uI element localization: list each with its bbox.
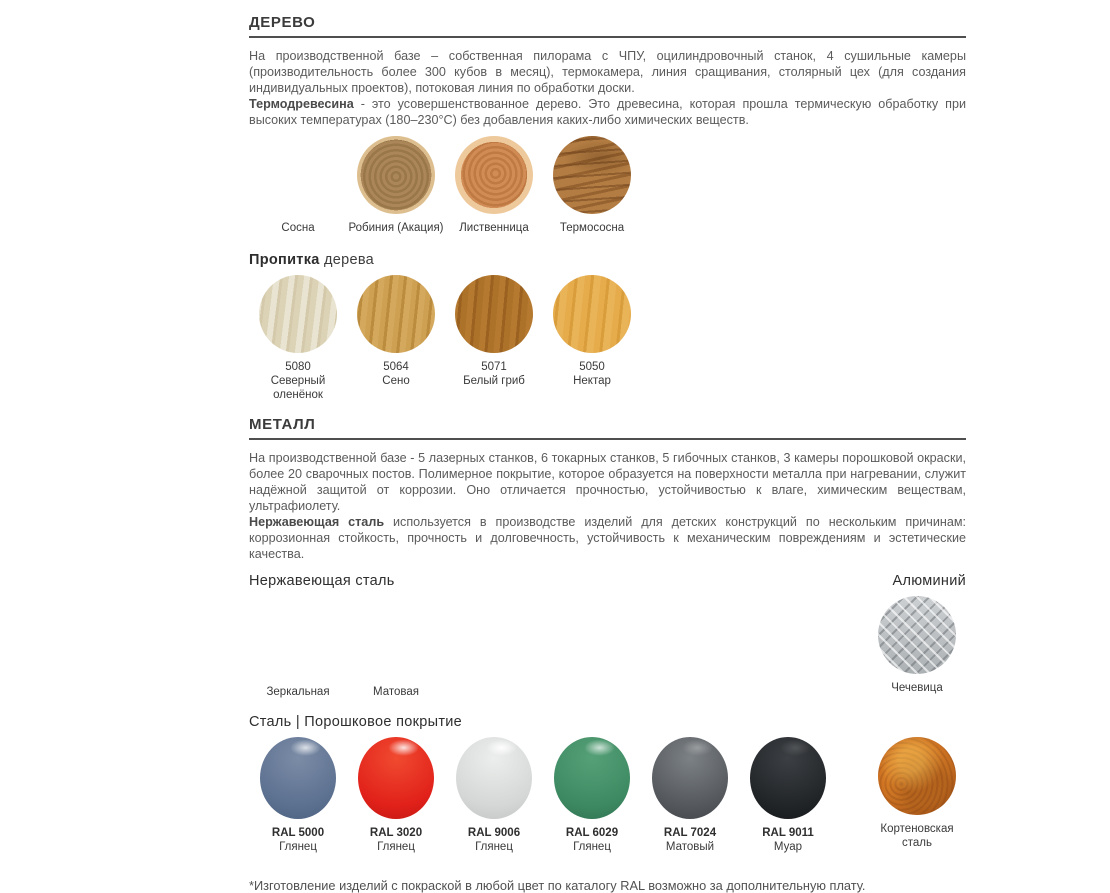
matte-steel-image — [358, 596, 434, 678]
swatch-5050-image — [553, 275, 631, 353]
metal-section-title: МЕТАЛЛ — [249, 416, 316, 433]
ral-9006-finish: Глянец — [475, 841, 513, 853]
swatch-5064-code: 5064 — [383, 361, 409, 373]
thermopine-swatch-image — [553, 136, 631, 214]
ral-5000-label — [272, 826, 324, 854]
larch-swatch-image — [455, 136, 533, 214]
ral-6029-finish: Глянец — [573, 841, 611, 853]
swatch-5071-code: 5071 — [481, 361, 507, 373]
swatch-ral-3020 — [347, 737, 445, 854]
wood-section-title: ДЕРЕВО — [249, 14, 316, 31]
impregnation-row — [249, 275, 966, 402]
ral-7024-label — [664, 826, 716, 854]
swatch-corten — [868, 737, 966, 854]
swatch-ral-6029 — [543, 737, 641, 854]
swatch-5080-label — [249, 360, 347, 402]
swatch-5050-label — [573, 360, 611, 388]
powder-row — [249, 737, 966, 854]
aluminum-lentil-image — [878, 596, 956, 674]
thermopine-label: Термососна — [559, 222, 625, 234]
corten-image — [878, 737, 956, 815]
powder-title: Сталь | Порошковое покрытие — [249, 714, 463, 730]
ral-6029-label — [566, 826, 618, 854]
swatch-5050-name: Нектар — [573, 375, 611, 387]
ral-9006-label — [468, 826, 520, 854]
pine-swatch-image — [259, 136, 337, 214]
stainless-text: используется в производстве изделий для детских конструкций по нескольким причинам: коррозионная стойкость, прочность и долговечность, устойчивость к механическим повреждениям и эстетические качества. — [249, 515, 966, 561]
swatch-ral-9011 — [739, 737, 837, 854]
thermowood-lead: Термодревесина — [249, 97, 354, 111]
ral-3020-label — [370, 826, 422, 854]
ral-5000-image — [260, 737, 336, 819]
metal-paragraph — [249, 450, 966, 562]
robinia-label: Робиния (Акация) — [348, 222, 444, 234]
swatch-pine — [249, 136, 347, 235]
wood-section-divider — [249, 36, 966, 38]
ral-9011-finish: Муар — [773, 841, 803, 853]
swatch-5050 — [543, 275, 641, 402]
thermowood-text: - это усовершенствованное дерево. Это древесина, которая прошла термическую обработку при высоких температурах (180–230°С) без добавления каких-либо химических веществ. — [249, 97, 966, 127]
swatch-ral-7024 — [641, 737, 739, 854]
swatch-aluminum-lentil — [868, 596, 966, 699]
swatch-5064-name: Сено — [382, 375, 410, 387]
stainless-aluminum-row — [249, 596, 966, 699]
swatch-5071-name: Белый гриб — [463, 375, 525, 387]
aluminum-title: Алюминий — [892, 573, 966, 589]
ral-3020-finish: Глянец — [377, 841, 415, 853]
matte-steel-label: Матовая — [373, 686, 419, 698]
ral-7024-code: RAL 7024 — [663, 827, 717, 839]
larch-label: Лиственница — [459, 222, 529, 234]
ral-9006-image — [456, 737, 532, 819]
swatch-5080 — [249, 275, 347, 402]
swatch-5080-image — [259, 275, 337, 353]
ral-3020-code: RAL 3020 — [369, 827, 423, 839]
swatch-5064-label — [382, 360, 409, 388]
impregnation-title — [249, 251, 966, 269]
stainless-title: Нержавеющая сталь — [249, 573, 395, 589]
swatch-5080-name: Северный оленёнок — [270, 375, 326, 401]
swatch-ral-5000 — [249, 737, 347, 854]
metal-section-divider — [249, 438, 966, 440]
corten-label: Кортеновская сталь — [880, 823, 954, 849]
swatch-matte-steel — [347, 596, 445, 699]
swatch-5071 — [445, 275, 543, 402]
swatch-5050-code: 5050 — [579, 361, 605, 373]
ral-9006-code: RAL 9006 — [467, 827, 521, 839]
swatch-5071-image — [455, 275, 533, 353]
stainless-lead: Нержавеющая сталь — [249, 515, 385, 529]
ral-9011-label — [762, 826, 814, 854]
wood-species-row — [249, 136, 966, 235]
impregnation-title-light: дерева — [319, 252, 375, 268]
pine-label: Сосна — [281, 222, 315, 234]
wood-paragraph — [249, 48, 966, 128]
ral-6029-code: RAL 6029 — [565, 827, 619, 839]
swatch-larch — [445, 136, 543, 235]
swatch-ral-9006 — [445, 737, 543, 854]
swatch-thermopine — [543, 136, 641, 235]
stainless-group — [249, 596, 445, 699]
ral-7024-image — [652, 737, 728, 819]
impregnation-title-bold: Пропитка — [249, 252, 320, 268]
ral-3020-image — [358, 737, 434, 819]
ral-9011-image — [750, 737, 826, 819]
ral-5000-code: RAL 5000 — [271, 827, 325, 839]
stainless-aluminum-header — [249, 572, 966, 590]
ral-6029-image — [554, 737, 630, 819]
ral-9011-code: RAL 9011 — [762, 827, 814, 839]
aluminum-lentil-label: Чечевица — [891, 682, 943, 694]
ral-footnote: *Изготовление изделий с покраской в любой цвет по каталогу RAL возможно за дополнительную плату. — [249, 878, 866, 893]
metal-paragraph-text: На производственной базе - 5 лазерных станков, 6 токарных станков, 5 гибочных станков, 3 камеры порошковой окраски, более 20 сварочных постов. Полимерное покрытие, которое образуется на поверхности металла при нагревании, служит надёжной защитой от коррозии. Оно отличается прочностью, устойчивостью к влаге, химическим веществам, ультрафиолету. — [249, 451, 966, 513]
ral-5000-finish: Глянец — [279, 841, 317, 853]
page-content — [249, 0, 966, 893]
robinia-swatch-image — [357, 136, 435, 214]
swatch-5071-label — [463, 360, 525, 388]
swatch-5080-code: 5080 — [285, 361, 311, 373]
wood-paragraph-text: На производственной базе – собственная пилорама с ЧПУ, оцилиндровочный станок, 4 сушильные камеры (производительность более 300 кубов в месяц), термокамера, линия сращивания, столярный цех (для создания индивидуальных проектов), потоковая линия по обработки доски. — [249, 49, 966, 95]
swatch-mirror-steel — [249, 596, 347, 699]
mirror-steel-label: Зеркальная — [266, 686, 330, 698]
swatch-5064 — [347, 275, 445, 402]
swatch-robinia — [347, 136, 445, 235]
powder-group — [249, 737, 837, 854]
swatch-5064-image — [357, 275, 435, 353]
mirror-steel-image — [260, 596, 336, 678]
ral-7024-finish: Матовый — [665, 841, 715, 853]
